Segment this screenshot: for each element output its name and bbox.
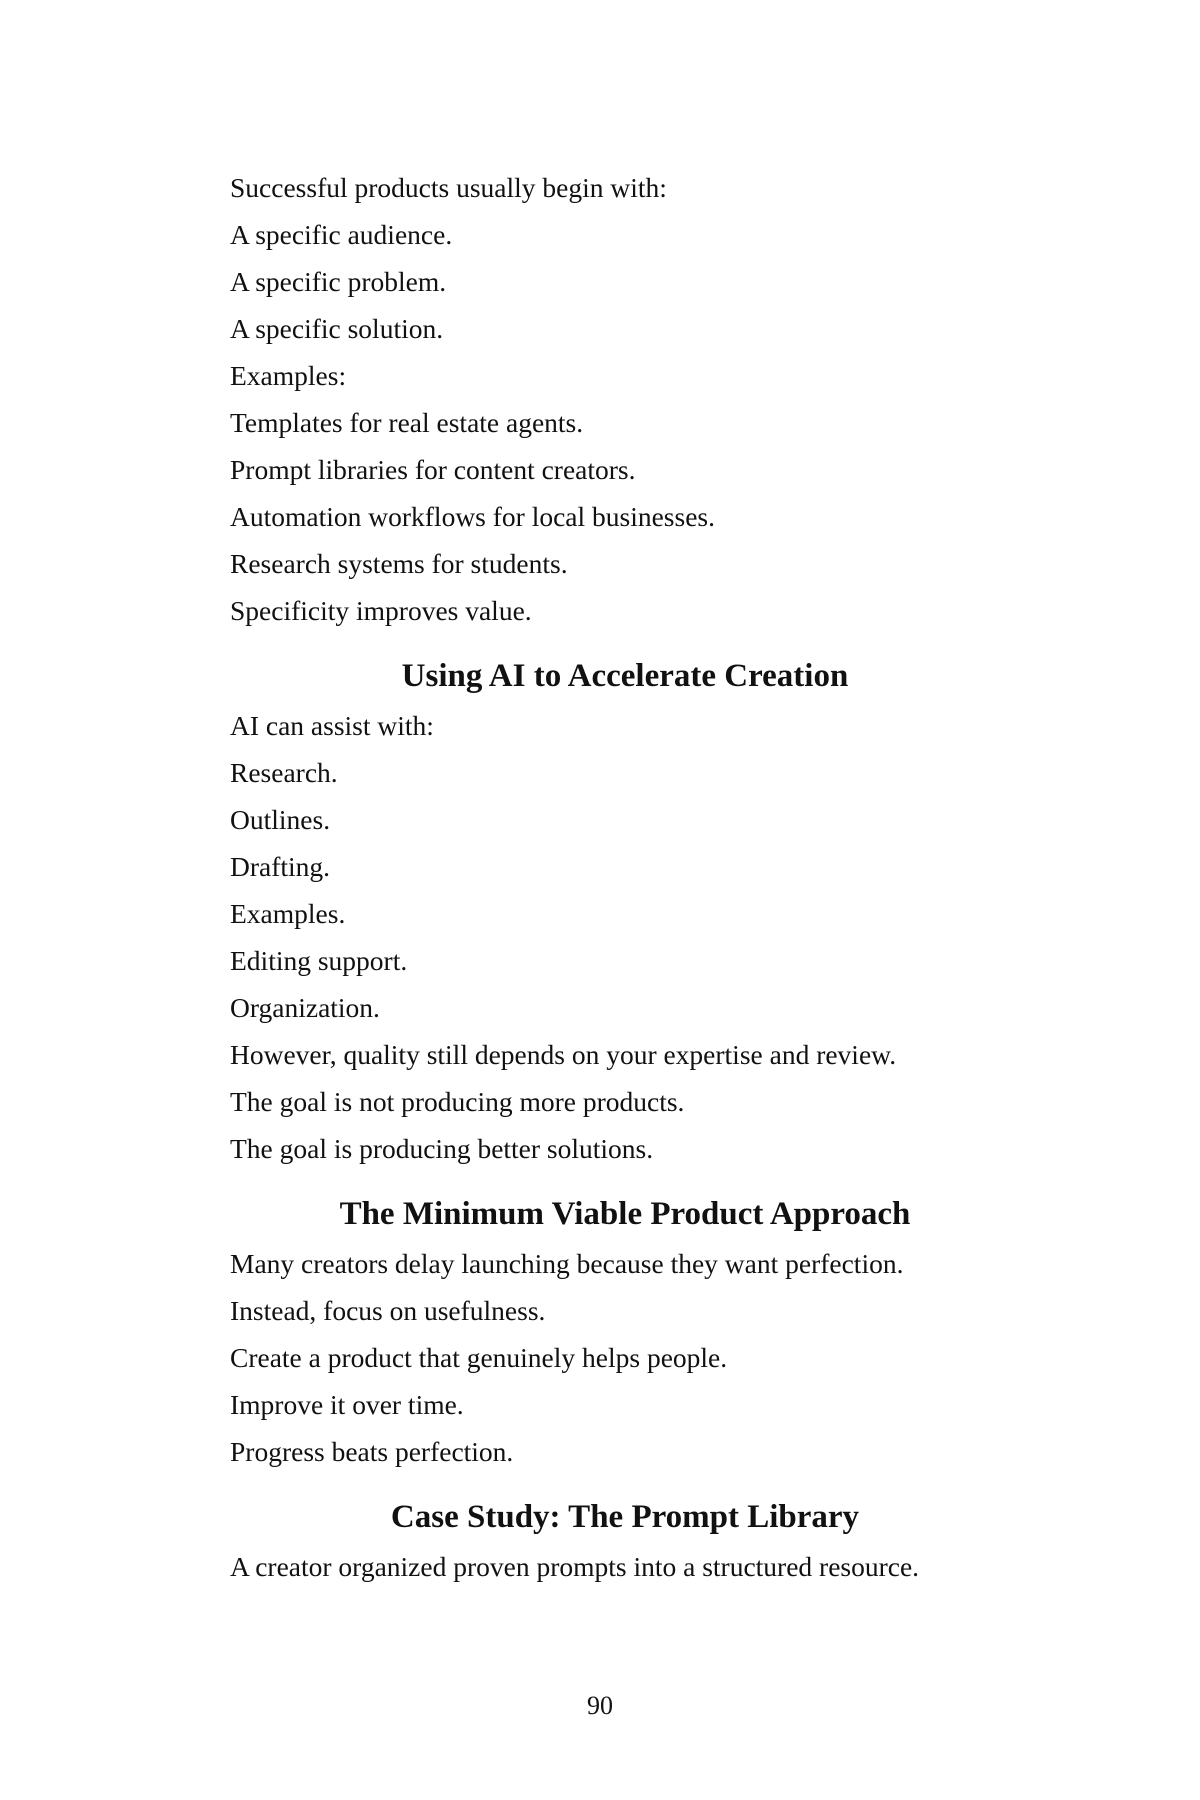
body-line: Templates for real estate agents. bbox=[230, 407, 584, 438]
section-heading: Using AI to Accelerate Creation bbox=[401, 658, 849, 694]
body-line: However, quality still depends on your expertise and review. bbox=[230, 1039, 897, 1070]
body-line: Examples: bbox=[230, 360, 347, 391]
body-line: A specific problem. bbox=[230, 266, 447, 297]
section-case-study bbox=[230, 1491, 1020, 1590]
body-line: AI can assist with: bbox=[230, 710, 434, 741]
body-line: The goal is not producing more products. bbox=[230, 1086, 685, 1117]
body-line: Improve it over time. bbox=[230, 1389, 464, 1420]
section-ai-creation bbox=[230, 650, 1020, 1172]
body-line: A creator organized proven prompts into a structured resource. bbox=[230, 1551, 920, 1582]
intro-block bbox=[230, 164, 1020, 634]
body-line: Outlines. bbox=[230, 804, 331, 835]
body-line: Prompt libraries for content creators. bbox=[230, 454, 636, 485]
section-heading: The Minimum Viable Product Approach bbox=[339, 1196, 911, 1232]
body-line: A specific audience. bbox=[230, 219, 453, 250]
body-line: Research systems for students. bbox=[230, 548, 568, 579]
body-line: Drafting. bbox=[230, 851, 331, 882]
body-line: The goal is producing better solutions. bbox=[230, 1133, 654, 1164]
body-line: Many creators delay launching because they want perfection. bbox=[230, 1248, 904, 1279]
body-line: A specific solution. bbox=[230, 313, 444, 344]
body-line: Specificity improves value. bbox=[230, 595, 532, 626]
body-line: Organization. bbox=[230, 992, 380, 1023]
body-line: Examples. bbox=[230, 898, 346, 929]
section-heading: Case Study: The Prompt Library bbox=[390, 1499, 860, 1535]
body-line: Create a product that genuinely helps people. bbox=[230, 1342, 728, 1373]
body-line: Successful products usually begin with: bbox=[230, 172, 667, 203]
body-line: Research. bbox=[230, 757, 338, 788]
body-line: Editing support. bbox=[230, 945, 408, 976]
page-content bbox=[230, 164, 1020, 1590]
body-line: Instead, focus on usefulness. bbox=[230, 1295, 546, 1326]
page-number: 90 bbox=[587, 1691, 613, 1720]
body-line: Progress beats perfection. bbox=[230, 1436, 514, 1467]
section-mvp bbox=[230, 1188, 1020, 1475]
body-line: Automation workflows for local businesses. bbox=[230, 501, 715, 532]
